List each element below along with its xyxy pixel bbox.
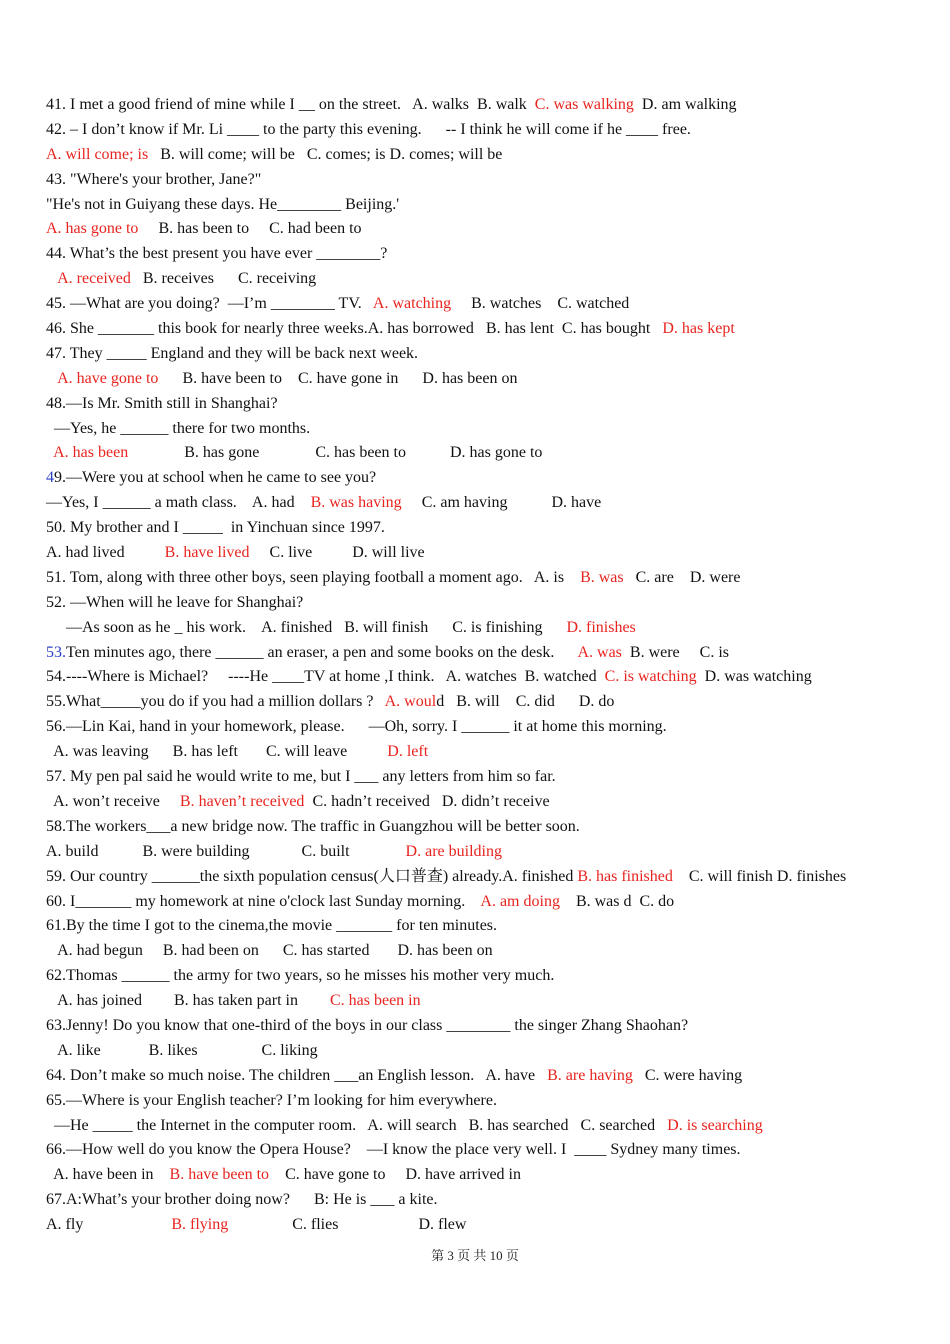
answer-option-highlighted: B. have lived [164,544,250,562]
line-text: 56.—Lin Kai, hand in your homework, please. —Oh, sorry. I ______ it at home this morning. [46,718,667,736]
question-line [46,491,936,516]
line-text: 52. —When will he leave for Shanghai? [46,593,304,611]
question-line [46,790,936,815]
answer-option-highlighted: A. have gone to [57,369,159,387]
answer-option-highlighted: A. was [577,643,622,661]
question-line [46,616,936,641]
question-line [46,217,936,242]
line-text: 59. Our country ______the sixth population census(人口普查) already.A. finished [46,867,578,885]
line-text: 53. [46,643,66,661]
line-text: 43. "Where's your brother, Jane?" [46,170,262,188]
answer-option-highlighted: B. haven’t received [179,792,305,810]
line-text: —As soon as he _ his work. A. finished B. will finish C. is finishing [46,618,567,636]
line-text: 55.What_____you do if you had a million dollars ? [46,693,385,711]
question-line [46,93,936,118]
answer-option-highlighted: A. received [57,270,131,288]
question-line [46,939,936,964]
question-line [46,466,936,491]
answer-option-highlighted: D. has kept [662,320,735,338]
question-line [46,193,936,218]
question-line [46,367,936,392]
answer-option-highlighted: B. was [580,568,624,586]
answer-option-highlighted: D. are building [405,842,502,860]
line-text: 46. She _______ this book for nearly three weeks.A. has borrowed B. has lent C. has bought [46,320,663,338]
page-footer: 第 3 页 共 10 页 [431,1248,519,1263]
line-text: 51. Tom, along with three other boys, seen playing football a moment ago. A. is [46,568,581,586]
line-text: C. live D. will live [249,544,425,562]
line-text: A. was leaving B. has left C. will leave [46,743,388,761]
answer-option-highlighted: D. is searching [667,1116,763,1134]
answer-option-highlighted: A. am doing [480,892,560,910]
question-line [46,566,936,591]
line-text: an English lesson. A. have [358,1066,548,1084]
answer-option-highlighted: A. watching [372,295,452,313]
question-line [46,417,936,442]
question-line [46,267,936,292]
line-text: a new bridge now. The traffic in Guangzhou will be better soon. [170,817,580,835]
line-text [46,270,57,287]
question-line [46,392,936,417]
line-text: B. has gone C. has been to D. has gone to [128,444,543,462]
question-line [46,591,936,616]
question-line [46,441,936,466]
line-text: B. have been to C. have gone in D. has been on [158,369,518,387]
question-line [46,1114,936,1139]
line-text: C. will finish D. finishes [672,867,847,885]
line-text: Ten minutes ago, there ______ an eraser, a pen and some books on the desk. [66,643,578,661]
line-text: B. has been to C. had been to [138,220,362,238]
answer-option-highlighted: A. woul [384,693,437,711]
line-text: "He's not in Guiyang these days. He________ Beijing.' [46,195,400,213]
question-line [46,1188,936,1213]
line-text: C. have gone to D. have arrived in [269,1166,521,1184]
question-line [46,815,936,840]
question-line [46,641,936,666]
line-text: d B. will C. did D. do [436,693,615,711]
question-line [46,541,936,566]
line-text: C. are D. were [623,568,741,586]
question-line [46,118,936,143]
line-text: B. will come; will be C. comes; is D. comes; will be [148,145,503,163]
line-text: 9.—Were you at school when he came to see you? [54,469,377,487]
line-text: A. have been in [46,1166,170,1184]
line-text: 45. —What are you doing? —I’m ________ TV. [46,295,373,313]
line-text: A. has joined B. has taken part in [46,992,330,1010]
question-line [46,1014,936,1039]
line-text: __ [298,96,315,113]
answer-option-highlighted: C. is watching [604,668,697,686]
line-text: 67.A:What’s your brother doing now? B: He is ___ a kite. [46,1191,438,1209]
line-text: 42. – I don’t know if Mr. Li ____ to the party this evening. -- I think he will come if he ____ free. [46,120,691,138]
answer-option-highlighted: A. has gone to [46,220,139,238]
question-line [46,690,936,715]
line-text: 50. My brother and I _____ in Yinchuan since 1997. [46,519,385,537]
question-list [46,93,936,1238]
line-text: 64. Don’t make so much noise. The children [46,1066,335,1084]
question-line [46,765,936,790]
line-text: B. receives C. receiving [130,270,317,288]
line-text: 61.By the time I got to the cinema,the movie _______ for ten minutes. [46,917,498,935]
question-line [46,1213,936,1238]
question-line [46,516,936,541]
line-text: —He _____ the Internet in the computer room. A. will search B. has searched C. searched [46,1116,668,1134]
line-text: 66.—How well do you know the Opera House? —I know the place very well. I ____ Sydney many times. [46,1141,741,1159]
line-text: ___ [146,817,171,835]
line-text: on the street. A. walks B. walk [314,96,535,113]
answer-option-highlighted: B. flying [171,1216,229,1234]
answer-option-highlighted: C. has been in [329,992,421,1010]
line-text: A. had lived [46,544,165,562]
line-text: A. like B. likes C. liking [46,1041,318,1059]
question-line [46,914,936,939]
line-text: C. am having D. have [401,494,602,512]
line-text: 65.—Where is your English teacher? I’m looking for him everywhere. [46,1091,497,1109]
line-text: —Yes, I ______ a math class. A. had [46,494,311,512]
line-text: 60. I_______ my homework at nine o'clock last Sunday morning. [46,892,481,910]
question-line [46,1089,936,1114]
line-text: 47. They _____ England and they will be back next week. [46,344,419,362]
line-text: 41. I met a good friend of mine while I [46,96,299,113]
answer-option-highlighted: B. has finished [577,867,673,885]
question-line [46,292,936,317]
line-text: C. hadn’t received D. didn’t receive [304,792,550,810]
question-line [46,168,936,193]
line-text: 44. What’s the best present you have ever ________? [46,245,388,263]
answer-option-highlighted: C. was walking [534,96,634,113]
question-line [46,342,936,367]
line-text: ___ [334,1066,359,1084]
answer-option-highlighted: B. have been to [169,1166,270,1184]
line-text: 54.----Where is Michael? ----He ____TV at home ,I think. A. watches B. watched [46,668,605,686]
line-text: B. watches C. watched [451,295,630,313]
question-line [46,1039,936,1064]
question-line [46,143,936,168]
question-line [46,1064,936,1089]
question-line [46,740,936,765]
line-text: 4 [46,469,54,487]
question-line [46,964,936,989]
line-text: D. was watching [696,668,812,686]
answer-option-highlighted: D. left [387,743,429,761]
line-text: C. were having [632,1066,743,1084]
line-text: A. fly [46,1216,172,1234]
line-text: B. was d C. do [559,892,675,910]
answer-option-highlighted: D. finishes [566,618,636,636]
line-text: A. build B. were building C. built [46,842,406,860]
question-line [46,1163,936,1188]
line-text: C. flies D. flew [228,1216,467,1234]
question-line [46,665,936,690]
question-line [46,989,936,1014]
question-line [46,1138,936,1163]
line-text: B. were C. is [621,643,729,661]
question-line [46,317,936,342]
answer-option-highlighted: B. are having [547,1066,633,1084]
line-text: —Yes, he ______ there for two months. [46,419,311,437]
question-line [46,242,936,267]
question-line [46,715,936,740]
answer-option-highlighted: A. will come; is [46,145,149,163]
line-text: D. am walking [633,96,737,113]
line-text: A. won’t receive [46,792,180,810]
line-text: 48.—Is Mr. Smith still in Shanghai? [46,394,278,412]
line-text: 57. My pen pal said he would write to me, but I ___ any letters from him so far. [46,768,556,786]
line-text: A. had begun B. had been on C. has started D. has been on [46,942,493,960]
line-text: 63.Jenny! Do you know that one-third of the boys in our class ________ the singer Zhang Shaohan? [46,1016,689,1034]
question-line [46,840,936,865]
question-line [46,890,936,915]
line-text: 58.The workers [46,817,147,835]
line-text [46,370,57,387]
answer-option-highlighted: A. has been [53,444,129,462]
answer-option-highlighted: B. was having [310,494,402,512]
question-line [46,865,936,890]
line-text: 62.Thomas ______ the army for two years, so he misses his mother very much. [46,967,555,985]
